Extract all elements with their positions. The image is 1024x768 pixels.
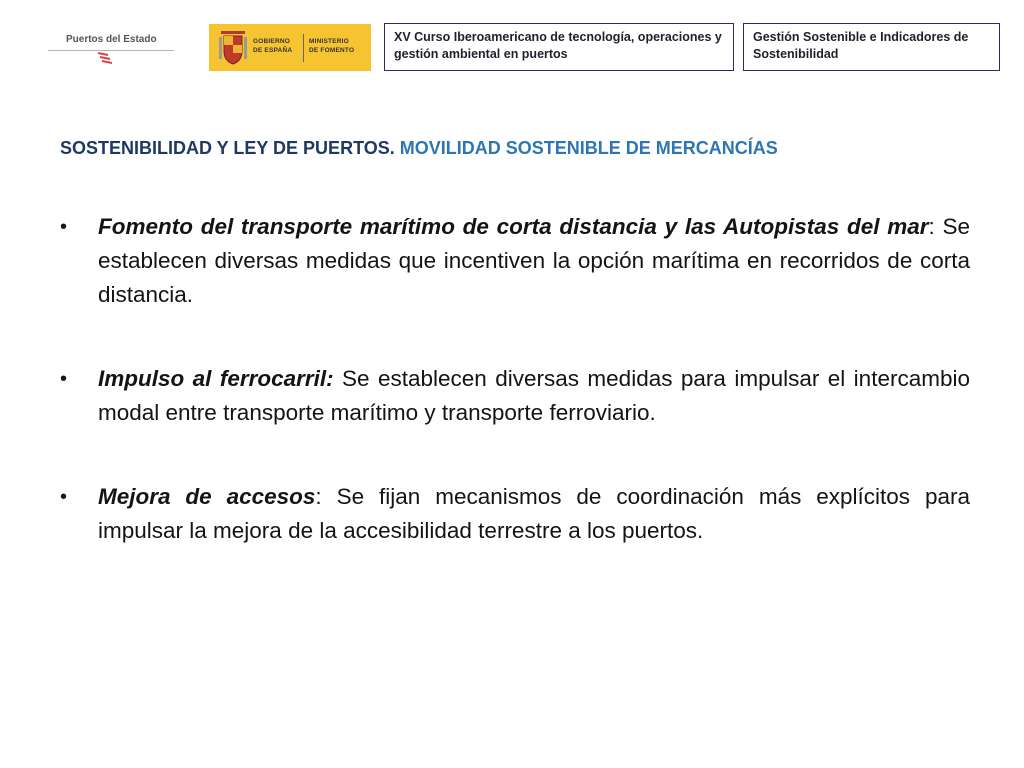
slide-title <box>60 138 960 159</box>
logo-separator <box>303 34 304 62</box>
bullet-separator: : <box>315 484 322 509</box>
bullet-text: Se establecen diversas medidas para impulsar el intercambio modal entre transporte marítimo y transporte ferroviario. <box>98 366 970 425</box>
ministerio-label <box>309 37 354 55</box>
topic-title-box: Gestión Sostenible e Indicadores de Sostenibilidad <box>743 23 1000 71</box>
bullet-icon: • <box>60 216 68 238</box>
bullet-text: Se establecen diversas medidas que incentiven la opción marítima en recorridos de corta distancia. <box>98 214 970 307</box>
puertos-logo-label: Puertos del Estado <box>66 34 157 45</box>
title-part-1: SOSTENIBILIDAD Y LEY DE PUERTOS. <box>60 138 395 158</box>
bullet-list <box>60 210 970 548</box>
bullet-term: Mejora de accesos <box>98 484 316 509</box>
bullet-icon: • <box>60 368 68 390</box>
bullet-separator: : <box>928 214 935 239</box>
puertos-del-estado-logo <box>48 28 178 68</box>
bullet-text: Se fijan mecanismos de coordinación más explícitos para impulsar la mejora de la accesibilidad terrestre a los puertos. <box>98 484 970 543</box>
gobierno-label <box>253 37 292 55</box>
bullet-item <box>60 362 970 430</box>
bullet-term: Fomento del transporte marítimo de corta distancia y las Autopistas del mar <box>98 214 929 239</box>
title-part-2: MOVILIDAD SOSTENIBLE DE MERCANCÍAS <box>399 138 778 158</box>
bullet-term: Impulso al ferrocarril: <box>98 366 334 391</box>
course-title-box: XV Curso Iberoamericano de tecnología, operaciones y gestión ambiental en puertos <box>384 23 734 71</box>
bullet-item <box>60 210 970 312</box>
gobierno-line-1: GOBIERNO <box>253 38 290 45</box>
coat-of-arms-icon <box>219 29 247 66</box>
puertos-mark-icon <box>96 50 118 64</box>
gobierno-line-2: DE ESPAÑA <box>253 47 293 54</box>
gobierno-espana-logo <box>209 24 371 71</box>
bullet-item <box>60 480 970 548</box>
bullet-icon: • <box>60 486 68 508</box>
ministerio-line-2: DE FOMENTO <box>309 47 355 54</box>
ministerio-line-1: MINISTERIO <box>309 38 349 45</box>
